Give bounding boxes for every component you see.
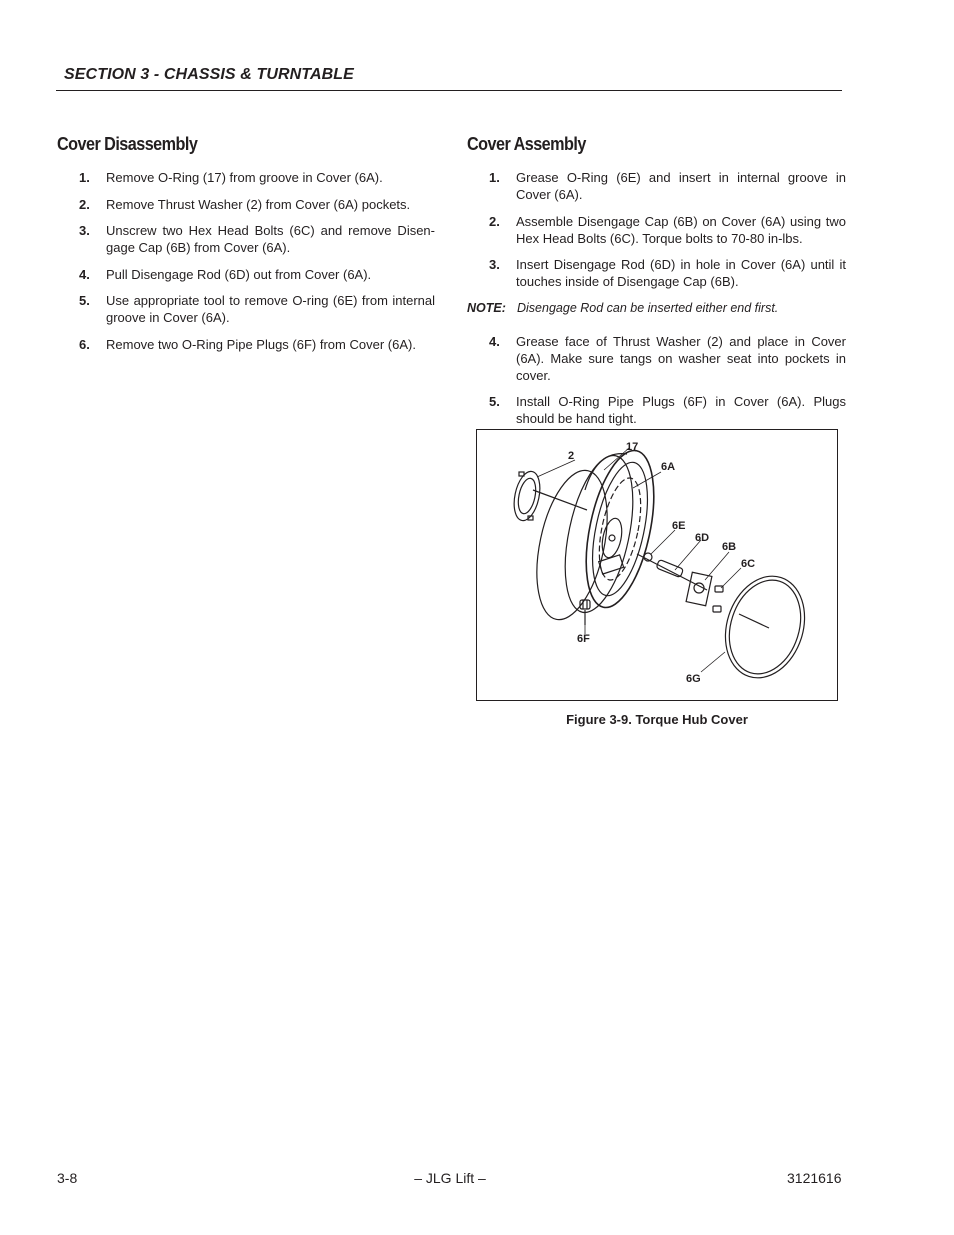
callout-6d: 6D [695,532,710,544]
footer-brand: – JLG Lift – [414,1170,486,1186]
step-item [57,336,435,353]
note [467,300,846,317]
disengage-cap-part [686,572,712,606]
step-number: 1. [489,170,500,185]
exploded-view-drawing [477,430,837,700]
step-text: Insert Disengage Rod (6D) in hole in Cover (6A) until it touches inside of Disengage Cap (6B). [516,257,846,289]
disassembly-steps [57,169,435,353]
cover-disassembly-heading: Cover Disassembly [57,134,198,154]
callout-6a: 6A [661,461,676,473]
hex-head-bolts-part [713,586,723,612]
leader-lines [537,448,741,672]
callout-17: 17 [626,441,639,453]
torque-hub-cover-figure [476,429,838,701]
callout-6g: 6G [686,673,701,685]
step-item [467,393,846,427]
callout-6f: 6F [577,633,590,645]
step-item [57,196,435,213]
step-text: Install O-Ring Pipe Plugs (6F) in Cover (6A). Plugs should be hand tight. [516,394,846,426]
section-title: SECTION 3 - CHASSIS & TURNTABLE [64,66,354,83]
step-text: Remove Thrust Washer (2) from Cover (6A) pockets. [106,196,411,212]
cover-assembly-heading: Cover Assembly [467,134,586,154]
cover-assembly-column [467,134,846,437]
step-number: 2. [79,196,90,212]
step-text: Remove two O-Ring Pipe Plugs (6F) from Cover (6A). [106,336,416,352]
step-text: Pull Disengage Rod (6D) out from Cover (6A). [106,266,372,282]
centerline [533,490,587,510]
section-header [56,64,842,91]
step-item [57,292,435,326]
disengage-rod-part [656,559,683,577]
step-item [467,213,846,247]
step-text: Remove O-Ring (17) from groove in Cover (6A). [106,170,383,185]
retaining-ring-part [713,566,817,688]
step-text: Assemble Disengage Cap (6B) on Cover (6A) using two Hex Head Bolts (6C). Torque bolts to 70-80 in-lbs. [516,213,846,246]
step-item [467,256,846,290]
assembly-steps-first [467,169,846,290]
step-number: 2. [489,213,500,229]
callout-6c: 6C [741,558,756,570]
step-number: 1. [79,170,90,185]
step-number: 4. [79,266,90,282]
step-number: 3. [489,257,500,272]
document-number: 3121616 [787,1170,842,1186]
step-item [57,266,435,283]
step-number: 5. [489,394,500,409]
figure-caption: Figure 3-9. Torque Hub Cover [566,712,748,727]
step-number: 4. [489,333,500,349]
cover-disassembly-column [57,134,435,362]
o-ring-17-part [525,464,619,626]
step-text: Grease face of Thrust Washer (2) and place in Cover (6A). Make sure tangs on washer seat into pockets in cover. [516,333,846,383]
callout-6e: 6E [672,520,686,532]
step-text: Use appropriate tool to remove O-ring (6E) from internal groove in Cover (6A). [106,293,435,325]
cover-part [553,445,666,619]
step-item [57,169,435,186]
step-item [467,333,846,384]
step-number: 6. [79,336,90,352]
note-text: Disengage Rod can be inserted either end first. [517,300,779,315]
step-number: 3. [79,223,90,238]
note-label: NOTE: [467,300,506,315]
page-number: 3-8 [57,1170,78,1186]
assembly-steps-second [467,333,846,428]
thrust-washer-part [510,469,544,523]
step-text: Grease O-Ring (6E) and insert in internal groove in Cover (6A). [516,170,846,202]
callout-2: 2 [568,450,575,462]
step-number: 5. [79,293,90,308]
step-text: Unscrew two Hex Head Bolts (6C) and remove Disen-gage Cap (6B) from Cover (6A). [106,223,435,255]
step-item [467,169,846,203]
callout-6b: 6B [722,541,737,553]
step-item [57,222,435,256]
